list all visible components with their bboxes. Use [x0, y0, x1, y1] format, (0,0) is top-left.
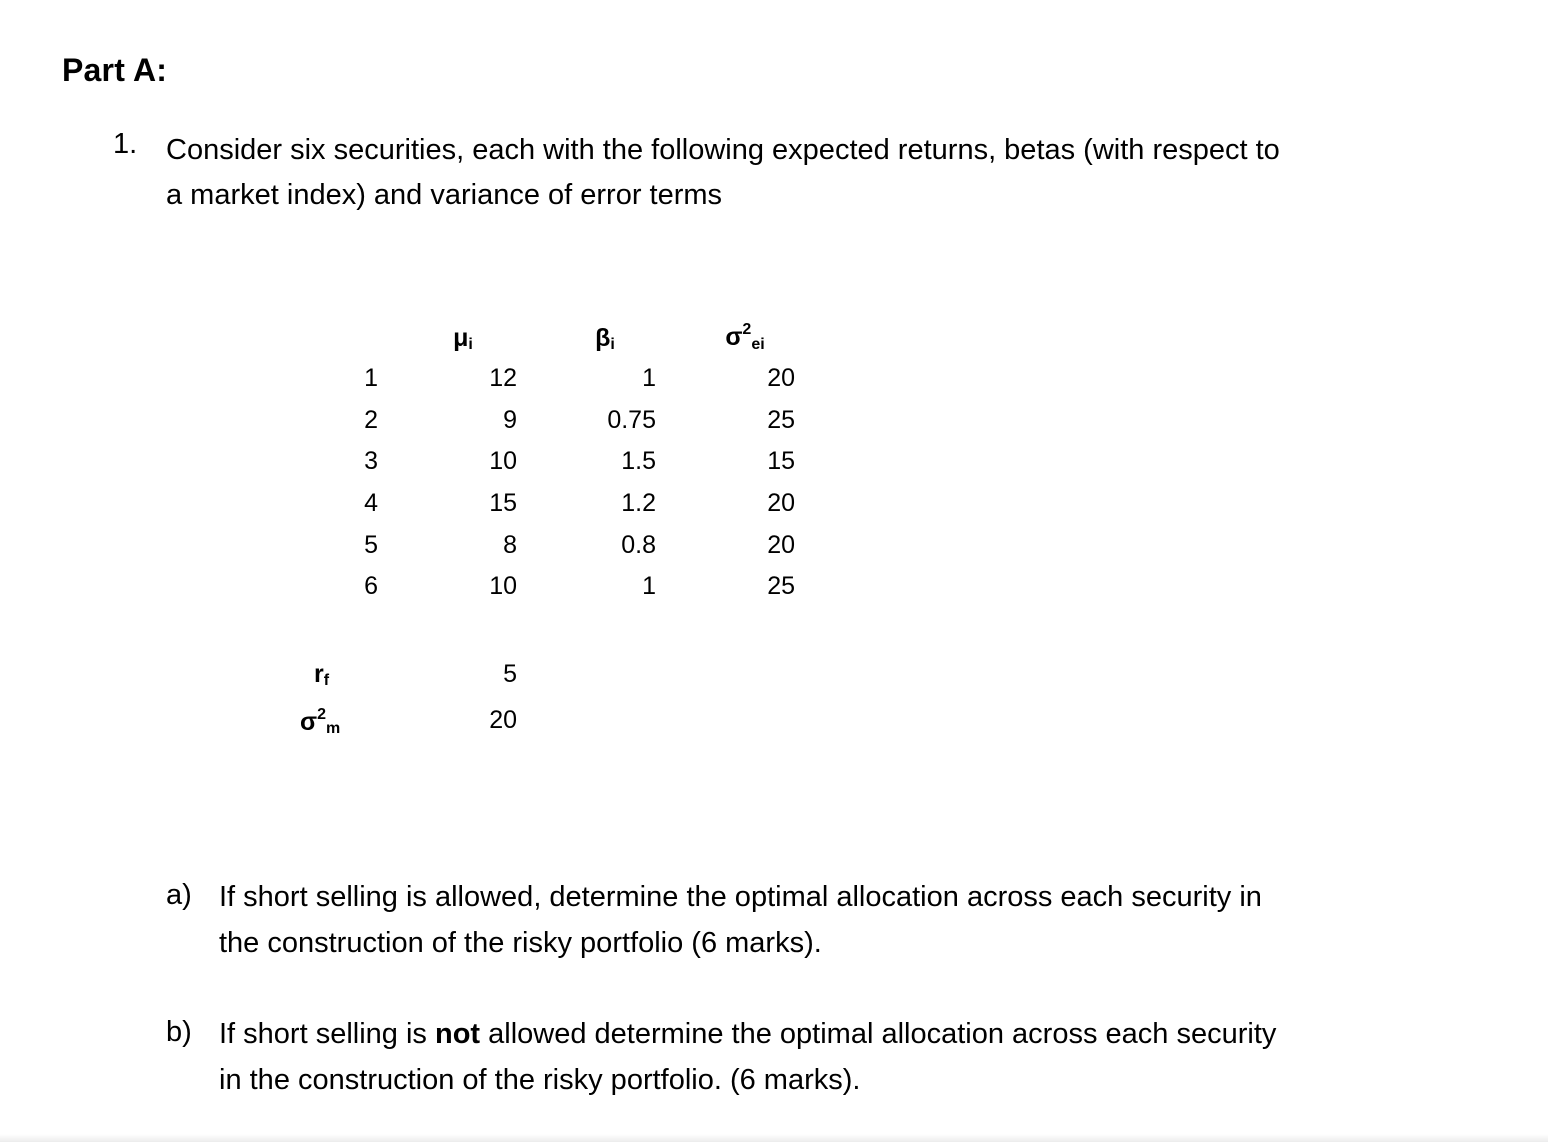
rf-subscript: f — [323, 672, 330, 689]
row-1-beta: 1 — [642, 364, 656, 392]
row-3-sigma2: 15 — [767, 447, 795, 475]
part-a-label: a) — [166, 879, 192, 911]
row-5-id: 5 — [364, 531, 378, 559]
header-sigma-superscript: 2 — [742, 321, 752, 338]
sigma-m-label — [300, 706, 340, 738]
part-a-text — [219, 874, 1419, 966]
row-1-mu: 12 — [489, 364, 517, 392]
header-sigma-ei — [700, 321, 790, 352]
question-line-2: a market index) and variance of error terms — [166, 179, 723, 211]
question-text — [166, 128, 1416, 218]
row-6-mu: 10 — [489, 572, 517, 600]
header-sigma-symbol: σ — [725, 323, 743, 351]
header-mu-symbol: μ — [453, 324, 469, 352]
row-4-id: 4 — [364, 489, 378, 517]
question-number: 1. — [113, 128, 138, 160]
row-3-beta: 1.5 — [621, 447, 656, 475]
header-mu-subscript: i — [468, 336, 473, 353]
part-b-text — [219, 1011, 1419, 1103]
sigma-m-subscript: m — [326, 720, 341, 737]
rf-label — [314, 660, 329, 690]
part-b-line-1 — [219, 1011, 1419, 1057]
row-2-beta: 0.75 — [607, 406, 656, 434]
row-1-sigma2: 20 — [767, 364, 795, 392]
rf-value: 5 — [503, 660, 517, 688]
header-beta-symbol: β — [595, 324, 611, 352]
part-b-line-2: in the construction of the risky portfolio. (6 marks). — [219, 1064, 861, 1096]
row-6-beta: 1 — [642, 572, 656, 600]
sigma-m-symbol: σ — [300, 708, 318, 736]
part-a-line-2: the construction of the risky portfolio (6 marks). — [219, 927, 822, 959]
sigma-m-superscript: 2 — [317, 706, 327, 723]
header-sigma-subscript: ei — [751, 336, 765, 353]
row-2-id: 2 — [364, 406, 378, 434]
row-2-sigma2: 25 — [767, 406, 795, 434]
page-bottom-edge — [0, 1134, 1548, 1142]
row-4-sigma2: 20 — [767, 489, 795, 517]
row-5-sigma2: 20 — [767, 531, 795, 559]
rf-symbol: r — [314, 660, 324, 688]
part-b-line-1-post: allowed determine the optimal allocation across each security — [480, 1018, 1277, 1050]
part-b-line-1-pre: If short selling is — [219, 1018, 435, 1050]
row-5-beta: 0.8 — [621, 531, 656, 559]
part-a-line-1: If short selling is allowed, determine the optimal allocation across each security in — [219, 881, 1262, 913]
page-heading: Part A: — [62, 52, 168, 88]
row-4-beta: 1.2 — [621, 489, 656, 517]
row-2-mu: 9 — [503, 406, 517, 434]
header-beta-subscript: i — [610, 336, 615, 353]
part-b-label: b) — [166, 1016, 192, 1048]
question-line-1: Consider six securities, each with the following expected returns, betas (with respect to — [166, 134, 1280, 166]
row-4-mu: 15 — [489, 489, 517, 517]
row-3-mu: 10 — [489, 447, 517, 475]
header-mu — [423, 324, 503, 354]
sigma-m-value: 20 — [489, 706, 517, 734]
row-6-id: 6 — [364, 572, 378, 600]
row-1-id: 1 — [364, 364, 378, 392]
row-6-sigma2: 25 — [767, 572, 795, 600]
header-beta — [565, 324, 645, 354]
row-5-mu: 8 — [503, 531, 517, 559]
part-b-emphasis: not — [434, 1018, 481, 1050]
row-3-id: 3 — [364, 447, 378, 475]
